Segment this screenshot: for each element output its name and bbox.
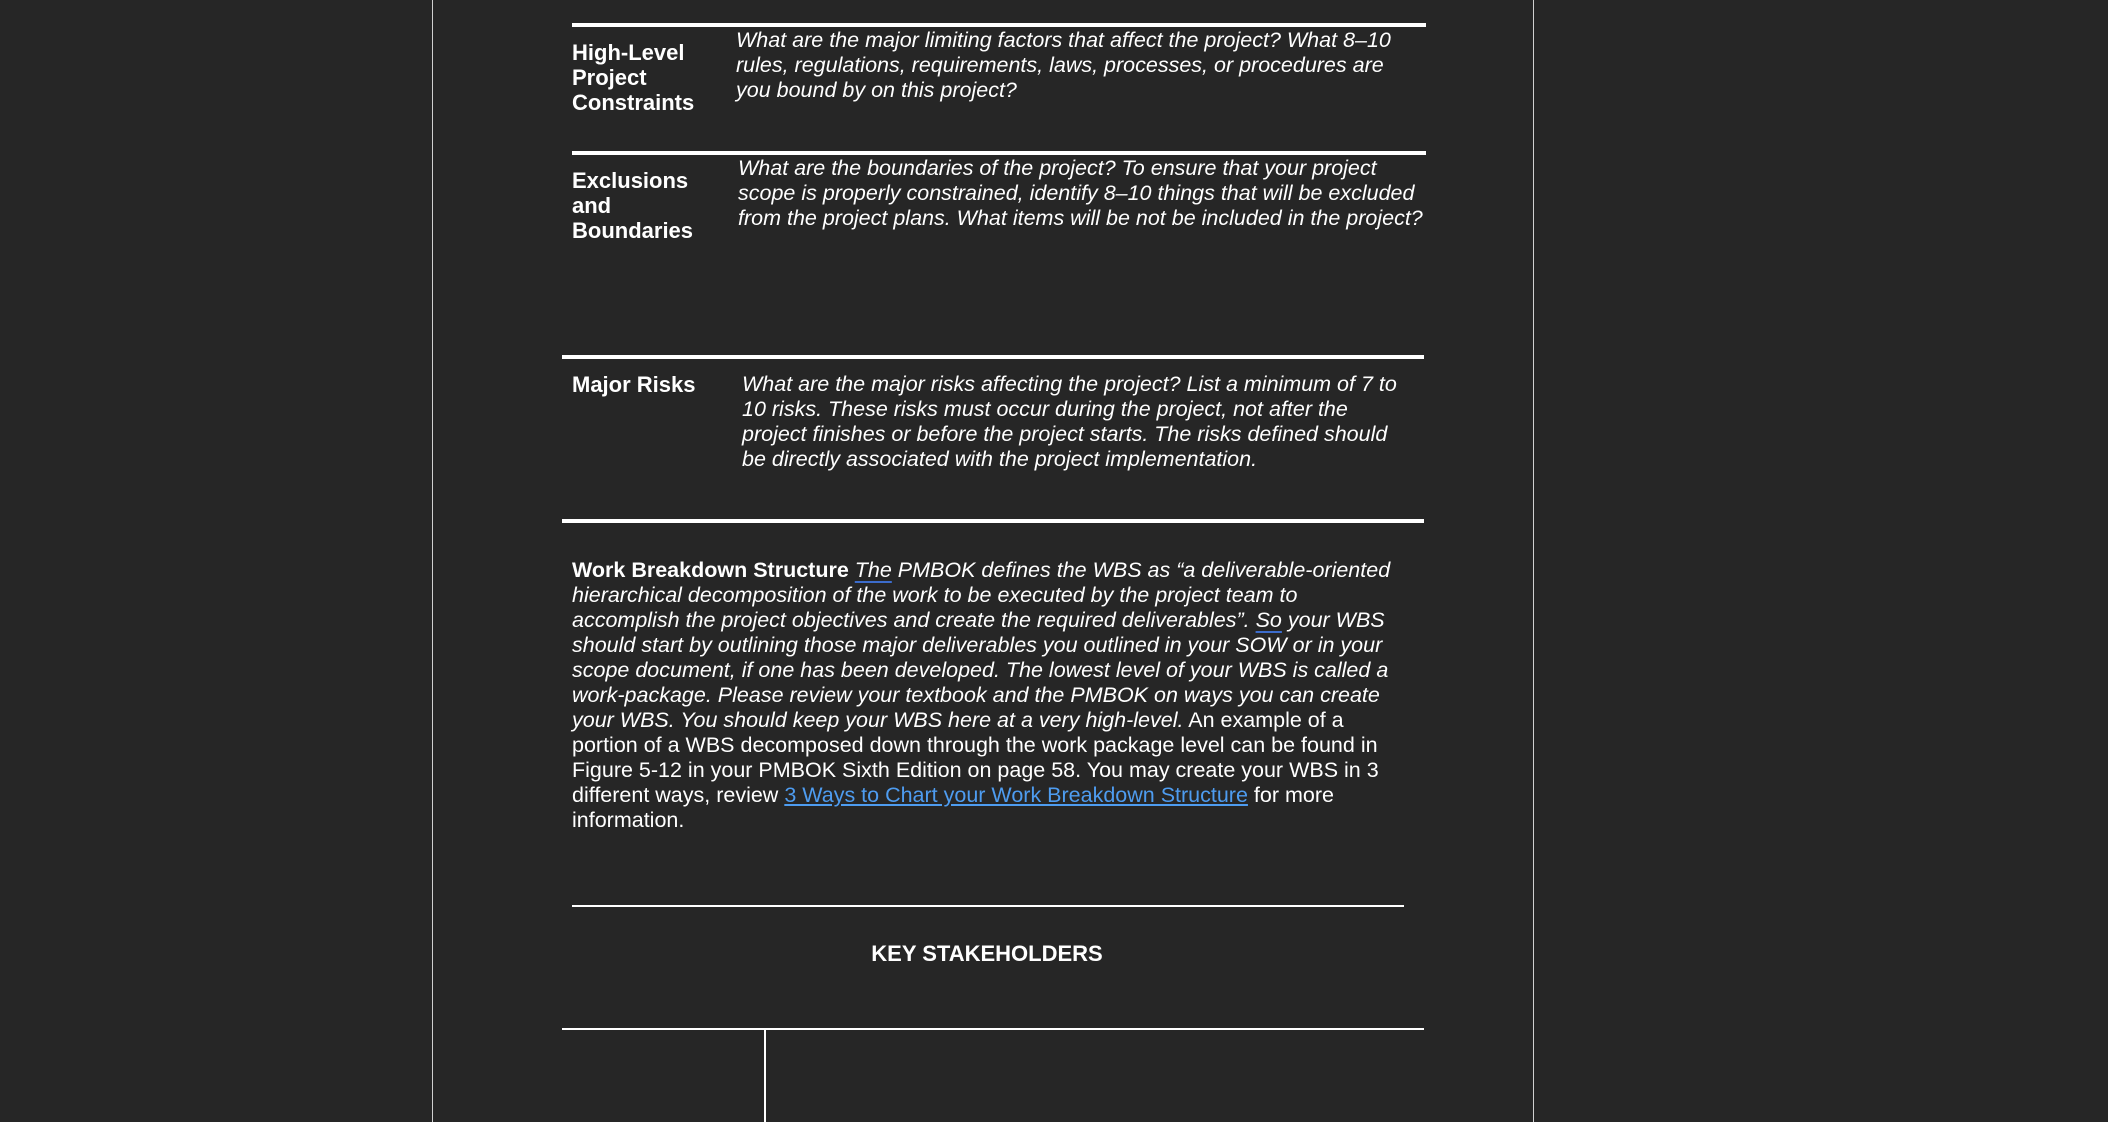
constraints-label-line: Constraints [572, 90, 695, 115]
wbs-text-plain: An example of a portion of a WBS decomposed down through the work package level can be found in Figure 5-12 in your PMBOK Sixth Edition on page 58. You may create your WBS in 3 different ways, review [572, 708, 1379, 807]
wbs-text-tail: for more information. [572, 783, 1334, 832]
wbs-chart-link[interactable]: 3 Ways to Chart your Work Breakdown Structure [784, 783, 1248, 807]
wbs-flagged-word[interactable]: So [1255, 608, 1282, 632]
section-rule-constraints [572, 23, 1426, 27]
exclusions-label-line: Exclusions [572, 168, 689, 193]
wbs-flagged-word[interactable]: The [854, 558, 892, 582]
risks-description[interactable]: What are the major risks affecting the project? List a minimum of 7 to 10 risks. These risks must occur during the project, not after the project finishes or before the project starts. The risks defined should be directly associated with the project implementation. [742, 372, 1397, 471]
constraints-label [572, 40, 722, 115]
exclusions-label [572, 168, 722, 243]
stakeholders-table-top-border [562, 1028, 1424, 1030]
stakeholders-top-rule [572, 905, 1404, 907]
exclusions-description[interactable]: What are the boundaries of the project? To ensure that your project scope is properly constrained, identify 8–10 things that will be excluded from the project plans. What items will be not be included in the project? [738, 156, 1423, 230]
wbs-text-italic-1: PMBOK defines the WBS as “a deliverable-oriented hierarchical decomposition of the work to be executed by the project team to accomplish the project objectives and create the required deliverables”. [572, 558, 1391, 632]
wbs-title: Work Breakdown Structure [572, 558, 849, 582]
constraints-label-line: Project [572, 65, 647, 90]
exclusions-label-line: Boundaries [572, 218, 694, 243]
stakeholders-table-column-divider [764, 1029, 766, 1122]
wbs-paragraph[interactable] [572, 558, 1402, 833]
constraints-label-line: High-Level [572, 40, 685, 65]
exclusions-label-line: and [572, 193, 612, 218]
section-rule-risks [562, 355, 1424, 359]
section-rule-exclusions [572, 151, 1426, 155]
stakeholders-heading: KEY STAKEHOLDERS [871, 941, 1103, 966]
constraints-description[interactable]: What are the major limiting factors that affect the project? What 8–10 rules, regulations, requirements, laws, processes, or procedures are you bound by on this project? [736, 28, 1391, 102]
wbs-text-italic-2: your WBS should start by outlining those major deliverables you outlined in your SOW or in your scope document, if one has been developed. The lowest level of your WBS is called a work-package. Please review your textbook and the PMBOK on ways you can create your WBS. You should keep your WBS here at a very high-level. [572, 608, 1389, 732]
risks-label: Major Risks [572, 372, 696, 397]
section-rule-risks-bottom [562, 519, 1424, 523]
